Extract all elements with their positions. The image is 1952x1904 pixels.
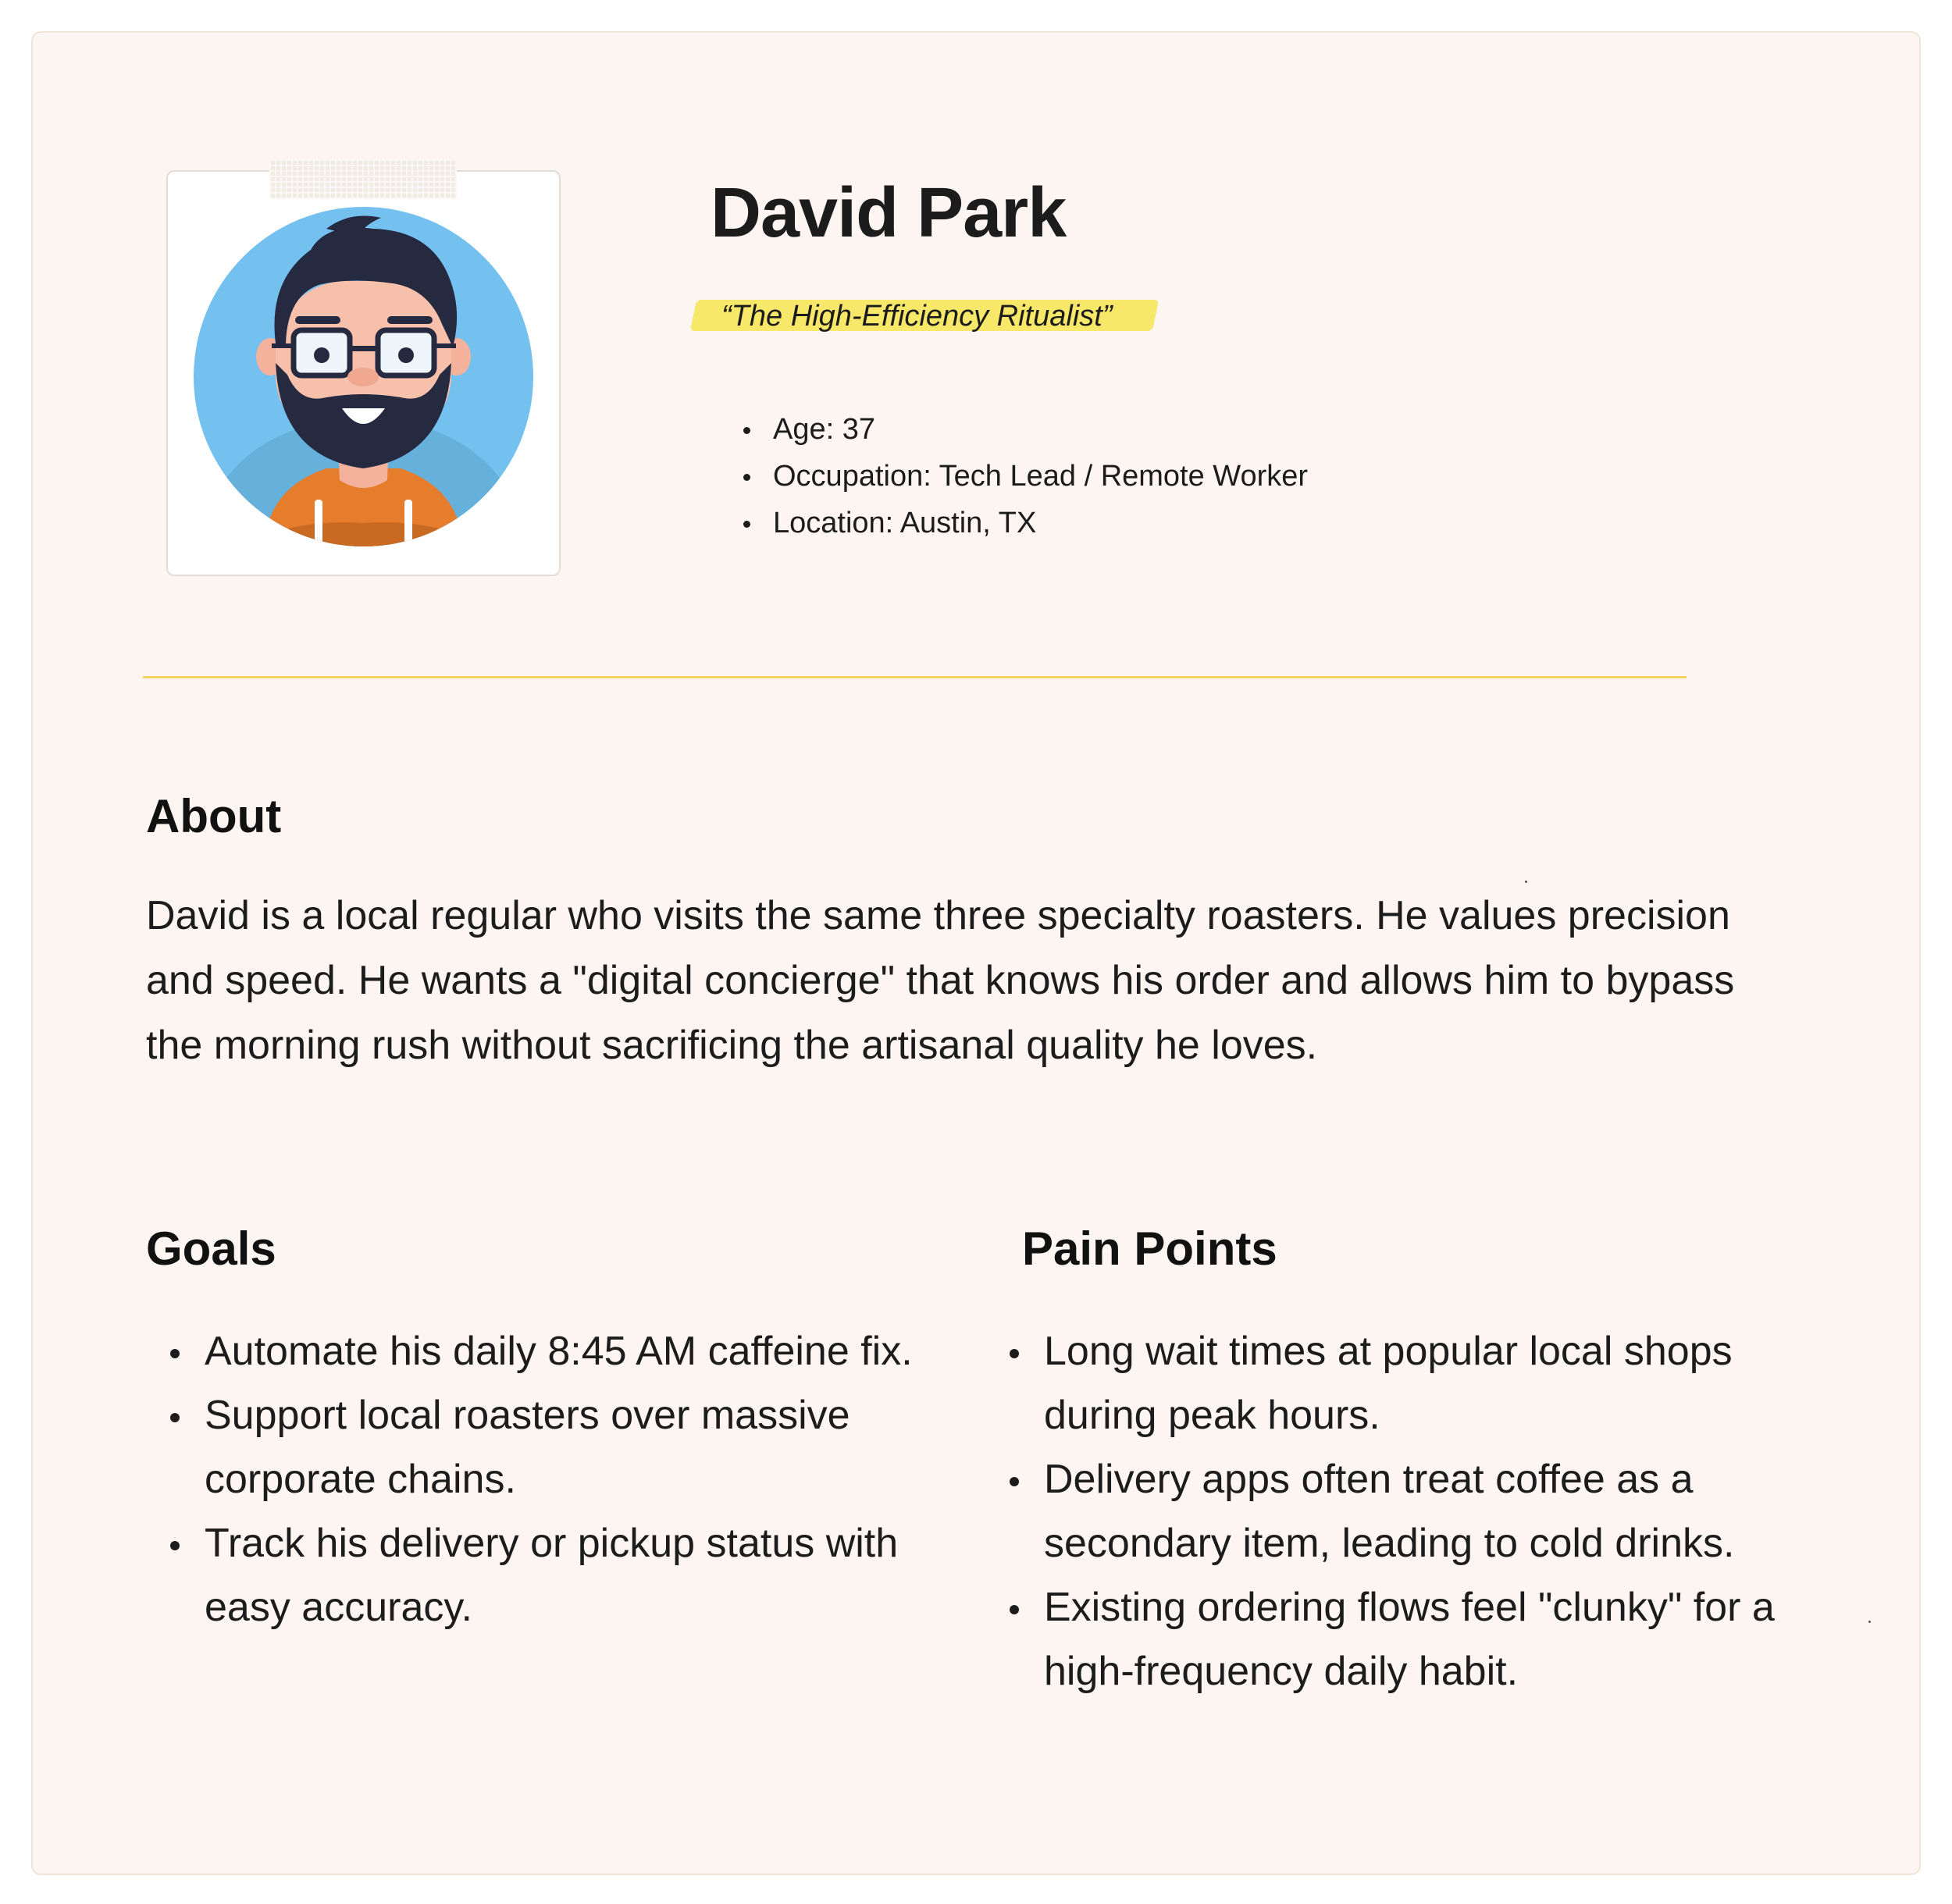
goals-list [166, 1319, 978, 1639]
persona-details-list [742, 406, 1308, 546]
goal-item: Automate his daily 8:45 AM caffeine fix. [166, 1319, 978, 1383]
goal-item: Track his delivery or pickup status with easy accuracy. [166, 1511, 985, 1639]
about-text: David is a local regular who visits the same three specialty roasters. He values precision and speed. He wants a "digital concierge" that knows his order and allows him to bypass the morning rush without sacrificing the artisanal quality he loves. [146, 893, 1735, 1068]
speck-mark [1868, 1621, 1871, 1623]
pain-point-item: Delivery apps often treat coffee as a secondary item, leading to cold drinks. [1005, 1447, 1825, 1575]
persona-name: David Park [711, 174, 1067, 252]
detail-location: Location: Austin, TX [742, 500, 1308, 546]
detail-occupation: Occupation: Tech Lead / Remote Worker [742, 453, 1308, 500]
goal-item: Support local roasters over massive corporate chains. [166, 1383, 946, 1511]
section-divider [143, 676, 1687, 678]
pain-points-list [1005, 1319, 1840, 1703]
tagline-highlight [693, 289, 1112, 343]
avatar [194, 207, 533, 546]
pain-point-item: Existing ordering flows feel "clunky" for a high-frequency daily habit. [1005, 1575, 1856, 1703]
speck-mark [1525, 881, 1527, 883]
about-heading: About [146, 790, 282, 842]
tape-decoration [269, 160, 457, 199]
pain-point-item: Long wait times at popular local shops during peak hours. [1005, 1319, 1825, 1447]
goals-heading: Goals [146, 1222, 276, 1275]
pain-points-heading: Pain Points [1022, 1222, 1277, 1275]
detail-age: Age: 37 [742, 406, 1308, 453]
persona-tagline: “The High-Efficiency Ritualist” [721, 300, 1113, 333]
